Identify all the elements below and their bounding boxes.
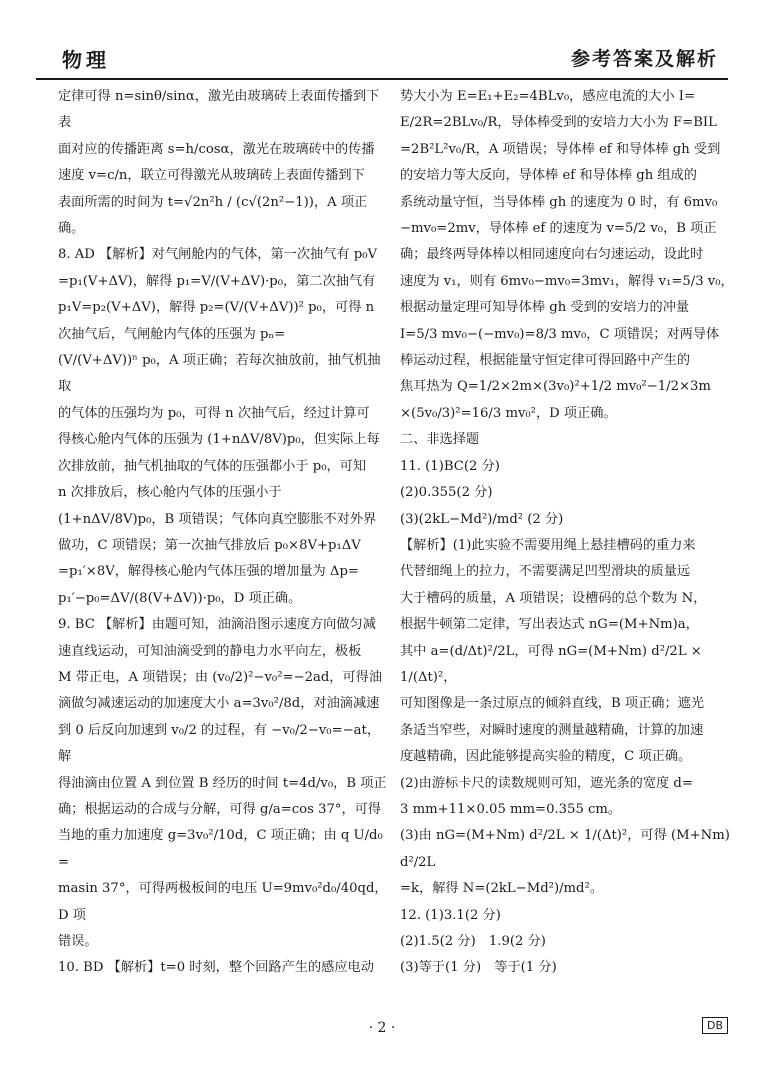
text-line: ×(5v₀/3)²=16/3 mv₀²，D 项正确。 <box>400 405 617 421</box>
text-line: 大于槽码的质量，A 项错误；设槽码的总个数为 N， <box>400 590 707 606</box>
text-line: (2)由游标卡尺的读数规则可知，遮光条的宽度 d= <box>400 775 693 791</box>
text-line: 根据动量定理可知导体棒 gh 受到的安培力的冲量 <box>400 300 690 316</box>
text-line: 根据牛顿第二定律，写出表达式 nG=(M+Nm)a， <box>400 617 699 633</box>
text-line: 定律可得 n=sinθ/sinα，激光由玻璃砖上表面传播到下表 <box>58 89 380 131</box>
text-line: 二、非选择题 <box>400 432 480 448</box>
text-line: M 带正电，A 项错误；由 (v₀/2)²−v₀²=−2ad，可得油 <box>58 669 383 685</box>
subject-title: 物理 <box>62 48 110 72</box>
text-line: 次抽气后，气闸舱内气体的压强为 pₙ= <box>58 326 286 342</box>
text-line: (V/(V+ΔV))ⁿ p₀，A 项正确；若每次抽放前，抽气机抽取 <box>58 353 381 395</box>
text-line: (2)1.5(2 分) 1.9(2 分) <box>400 934 546 949</box>
text-line: 表面所需的时间为 t=√2n²h / (c√(2n²−1))，A 项正确。 <box>58 194 368 237</box>
text-line: =p₁′×8V，解得核心舱内气体压强的增加量为 Δp= <box>58 564 359 580</box>
text-line: masin 37°，可得两极板间的电压 U=9mv₀²d₀/40qd，D 项 <box>58 881 388 923</box>
text-line: 条适当窄些，对瞬时速度的测量越精确，计算的加速 <box>400 722 704 738</box>
text-line: 速度 v=c/n，联立可得激光从玻璃砖上表面传播到下 <box>58 168 365 184</box>
text-line: =p₁(V+ΔV)，解得 p₁=V/(V+ΔV)·p₀，第二次抽气有 <box>58 273 376 289</box>
text-line: 速直线运动，可知油滴受到的静电力水平向左，极板 <box>58 643 362 659</box>
text-line: 的安培力等大反向，导体棒 ef 和导体棒 gh 组成的 <box>400 168 697 184</box>
text-line: 系统动量守恒，当导体棒 gh 的速度为 0 时，有 6mv₀ <box>400 194 718 210</box>
edition-badge: DB <box>702 1017 728 1034</box>
text-line: 12. (1)3.1(2 分) <box>400 907 501 923</box>
text-line: p₁V=p₂(V+ΔV)，解得 p₂=(V/(V+ΔV))² p₀，可得 n <box>58 300 375 316</box>
text-line: 得油滴由位置 A 到位置 B 经历的时间 t=4d/v₀，B 项正 <box>58 775 387 791</box>
text-line: 3 mm+11×0.05 mm=0.355 cm。 <box>400 801 622 817</box>
text-line: 速度为 v₁，则有 6mv₀−mv₀=3mv₁，解得 v₁=5/3 v₀， <box>400 273 734 289</box>
text-line: 可知图像是一条过原点的倾斜直线，B 项正确；遮光 <box>400 696 705 712</box>
text-line: (3)由 nG=(M+Nm) d²/2L × 1/(Δt)²，可得 (M+Nm) d²/2L <box>400 828 730 870</box>
text-line: 9. BC 【解析】由题可知，油滴沿图示速度方向做匀减 <box>58 617 376 633</box>
text-line: =2B²L²v₀/R，A 项错误；导体棒 ef 和导体棒 gh 受到 <box>400 141 721 157</box>
page-header <box>36 40 728 80</box>
text-line: =k，解得 N=(2kL−Md²)/md²。 <box>400 881 603 897</box>
text-line: 棒运动过程，根据能量守恒定律可得回路中产生的 <box>400 353 691 369</box>
right-column <box>400 84 734 982</box>
text-line: (1+nΔV/8V)p₀，B 项错误；气体向真空膨胀不对外界 <box>58 511 377 527</box>
text-line: 得核心舱内气体的压强为 (1+nΔV/8V)p₀，但实际上每 <box>58 432 380 448</box>
left-column <box>58 84 388 982</box>
text-line: 错误。 <box>58 934 98 949</box>
text-line: (2)0.355(2 分) <box>400 485 493 501</box>
text-line: n 次排放后，核心舱内气体的压强小于 <box>58 485 282 501</box>
header-rule <box>36 78 728 80</box>
text-line: 焦耳热为 Q=1/2×2m×(3v₀)²+1/2 mv₀²−1/2×3m <box>400 379 711 395</box>
text-line: (3)(2kL−Md²)/md² (2 分) <box>400 511 564 527</box>
section-title: 参考答案及解析 <box>570 48 718 70</box>
text-line: p₁′−p₀=ΔV/(8(V+ΔV))·p₀，D 项正确。 <box>58 590 302 606</box>
text-line: 确；最终两导体棒以相同速度向右匀速运动，设此时 <box>400 247 704 263</box>
text-line: 8. AD 【解析】对气闸舱内的气体，第一次抽气有 p₀V <box>58 247 378 263</box>
text-line: −mv₀=2mv，导体棒 ef 的速度为 v=5/2 v₀，B 项正 <box>400 221 717 237</box>
text-line: 代替细绳上的拉力，不需要满足凹型滑块的质量远 <box>400 564 691 580</box>
text-line: E/2R=2BLv₀/R，导体棒受到的安培力大小为 F=BIL <box>400 115 717 131</box>
text-line: 当地的重力加速度 g=3v₀²/10d，C 项正确；由 q U/d₀ = <box>58 828 383 870</box>
page-number: · 2 · <box>368 1020 396 1036</box>
text-line: 11. (1)BC(2 分) <box>400 458 500 474</box>
text-line: 做功，C 项错误；第一次抽气排放后 p₀×8V+p₁ΔV <box>58 537 361 553</box>
text-line: 面对应的传播距离 s=h/cosα，激光在玻璃砖中的传播 <box>58 141 375 157</box>
text-line: (3)等于(1 分) 等于(1 分) <box>400 960 557 976</box>
text-line: 10. BD 【解析】t=0 时刻，整个回路产生的感应电动 <box>58 960 374 976</box>
text-line: 到 0 后反向加速到 v₀/2 的过程，有 −v₀/2−v₀=−at，解 <box>58 722 381 765</box>
text-line: 滴做匀减速运动的加速度大小 a=3v₀²/8d，对油滴减速 <box>58 696 380 712</box>
text-line: 次排放前，抽气机抽取的气体的压强都小于 p₀，可知 <box>58 458 367 474</box>
text-line: 的气体的压强均为 p₀，可得 n 次抽气后，经过计算可 <box>58 405 370 421</box>
text-line: 势大小为 E=E₁+E₂=4BLv₀，感应电流的大小 I= <box>400 89 696 104</box>
text-line: 确；根据运动的合成与分解，可得 g/a=cos 37°，可得 <box>58 801 382 817</box>
text-line: 【解析】(1)此实验不需要用绳上悬挂槽码的重力来 <box>400 537 696 553</box>
text-line: 其中 a=(d/Δt)²/2L，可得 nG=(M+Nm) d²/2L × 1/(Δt)²， <box>400 643 702 685</box>
text-line: I=5/3 mv₀−(−mv₀)=8/3 mv₀，C 项错误；对两导体 <box>400 326 720 342</box>
text-line: 度越精确，因此能够提高实验的精度，C 项正确。 <box>400 749 692 765</box>
